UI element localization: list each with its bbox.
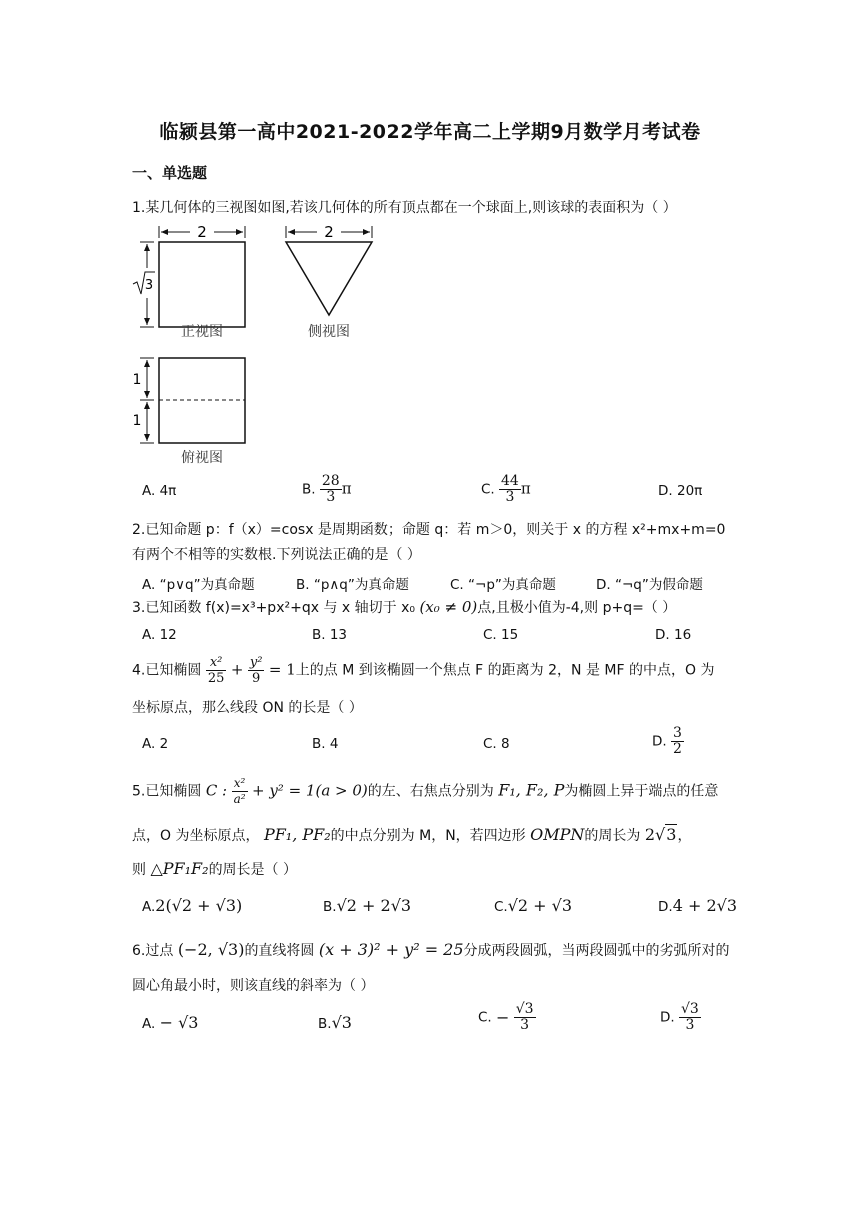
q5-line2: 点，O 为坐标原点， PF₁, PF₂的中点分别为 M，N，若四边形 OMPN的周长为 2√3，: [132, 825, 692, 844]
q3-option-b[interactable]: B. 13: [312, 627, 348, 643]
q3-stem: [132, 597, 676, 618]
front-view: [133, 223, 245, 340]
q1-option-d[interactable]: D. 20π: [658, 483, 703, 499]
q1-option-b-fraction: $\frac{28}{3}$: [321, 473, 340, 505]
q4-option-d-fraction: $\frac{3}{2}$: [672, 725, 682, 757]
q4-option-a[interactable]: A. 2: [142, 736, 169, 752]
three-view-figure: [128, 222, 378, 470]
q1-option-a[interactable]: A. 4π: [142, 483, 177, 499]
q6-option-d-fraction: $\frac{√3}{3}$: [680, 1001, 699, 1033]
q1-option-b-prefix: B.: [302, 481, 316, 498]
q5-line1: 5.已知椭圆 C : $\frac{\text{x²}}{\text{a²}}$ + y² = 1(a > 0)的左、右焦点分别为 F₁, F₂, P为椭圆上异于端点的任意: [132, 776, 719, 806]
q1-option-b[interactable]: B. $\frac{28}{3}$ π: [302, 473, 352, 505]
q4-fraction-x: $\frac{\text{x²}}{25}$: [207, 655, 225, 686]
side-width-label: 2: [324, 223, 334, 241]
q5-option-a[interactable]: A.2(√2 + √3): [142, 896, 243, 915]
exam-title: 临颍县第一高中2021-2022学年高二上学期9月数学月考试卷: [159, 121, 701, 143]
q5-option-c[interactable]: C.√2 + √3: [494, 896, 573, 915]
q1-stem: 1.某几何体的三视图如图,若该几何体的所有顶点都在一个球面上,则该球的表面积为（ ）: [132, 200, 677, 216]
q2-option-b[interactable]: B. “p∧q”为真命题: [296, 577, 409, 593]
q5-option-d[interactable]: D.4 + 2√3: [658, 896, 737, 915]
q4-option-c[interactable]: C. 8: [483, 736, 510, 752]
q3-option-c[interactable]: C. 15: [483, 627, 519, 643]
q4-suffix: 上的点 M 到该椭圆一个焦点 F 的距离为 2，N 是 MF 的中点，O 为: [295, 662, 715, 679]
top-upper-label: 1: [132, 372, 142, 388]
q5-perimeter-sqrt: √3: [655, 825, 677, 844]
q6-option-c-fraction: $\frac{√3}{3}$: [515, 1001, 534, 1033]
section-heading: 一、单选题: [132, 164, 208, 182]
q3-prefix: 3.已知函数 f(x)=x³+px²+qx 与 x 轴切于 x₀: [132, 600, 415, 616]
q3-suffix: 点,且极小值为-4,则 p+q=（ ）: [477, 600, 677, 616]
q4-fraction-y: $\frac{\text{y²}}{9}$: [249, 655, 263, 686]
q3-option-d[interactable]: D. 16: [655, 627, 692, 643]
q1-option-c[interactable]: C. $\frac{44}{3}$ π: [481, 473, 531, 505]
q4-option-b[interactable]: B. 4: [312, 736, 339, 752]
front-view-label: 正视图: [181, 324, 223, 340]
top-lower-label: 1: [132, 413, 142, 429]
q5-ellipse-fraction: $\frac{\text{x²}}{\text{a²}}$: [233, 776, 246, 806]
q6-option-c[interactable]: C. − $\frac{√3}{3}$: [478, 1001, 534, 1033]
q6-option-b[interactable]: B.√3: [318, 1013, 352, 1032]
front-height-label: 3: [144, 278, 154, 293]
side-view-label: 侧视图: [308, 324, 350, 340]
q4-line1: 4.已知椭圆 $\frac{\text{x²}}{25}$ + $\frac{\text{y²}}{9}$ = 1上的点 M 到该椭圆一个焦点 F 的距离为 2，N 是 MF 的中点，O 为: [132, 655, 715, 686]
q2-line2: 有两个不相等的实数根.下列说法正确的是（ ）: [132, 547, 421, 563]
q2-option-c[interactable]: C. “¬p”为真命题: [450, 577, 556, 593]
q6-line1: 6.过点 (−2, √3)的直线将圆 (x + 3)² + y² = 25分成两段圆弧，当两段圆弧中的劣弧所对的: [132, 940, 730, 959]
q5-option-b[interactable]: B.√2 + 2√3: [323, 896, 412, 915]
q3-condition: (x₀ ≠ 0): [419, 598, 478, 616]
q6-option-d[interactable]: D. $\frac{√3}{3}$: [660, 1001, 699, 1033]
front-width-label: 2: [197, 223, 207, 241]
q4-option-d[interactable]: D. $\frac{3}{2}$: [652, 725, 682, 757]
q6-option-a[interactable]: A. − √3: [142, 1013, 199, 1032]
q1-option-c-fraction: $\frac{44}{3}$: [501, 473, 519, 505]
q4-prefix: 4.已知椭圆: [132, 662, 202, 679]
top-view: [133, 358, 245, 466]
q5-line3: 则 △PF₁F₂的周长是（ ）: [132, 859, 298, 878]
q1-option-c-prefix: C.: [481, 481, 495, 498]
q3-option-a[interactable]: A. 12: [142, 627, 177, 643]
top-view-label: 俯视图: [181, 450, 223, 466]
q2-option-d[interactable]: D. “¬q”为假命题: [596, 577, 703, 593]
q6-line2: 圆心角最小时，则该直线的斜率为（ ）: [132, 978, 375, 994]
q2-line1: 2.已知命题 p：f（x）=cosx 是周期函数；命题 q：若 m＞0，则关于 x 的方程 x²+mx+m=0: [132, 522, 726, 538]
q2-option-a[interactable]: A. “p∨q”为真命题: [142, 577, 255, 593]
q4-line2: 坐标原点，那么线段 ON 的长是（ ）: [132, 700, 363, 716]
side-view: [286, 223, 372, 340]
